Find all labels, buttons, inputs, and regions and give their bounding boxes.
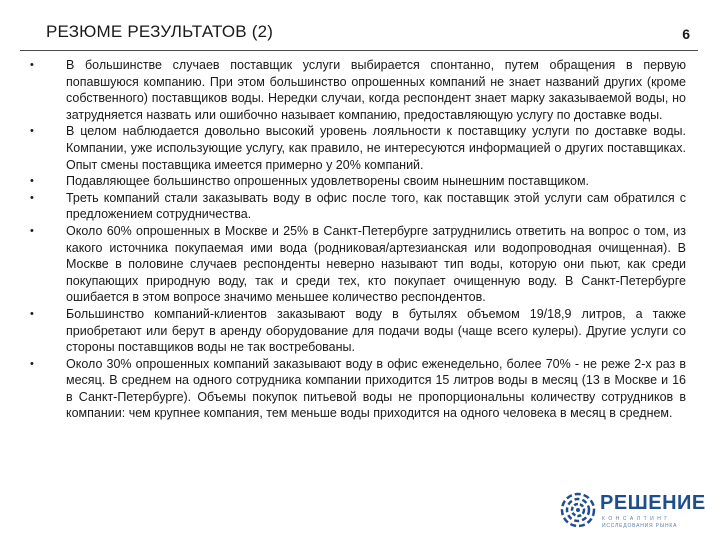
bullet-text: Большинство компаний-клиентов заказывают воду в бутылях объемом 19/18,9 литров, а также приобретают или берут в аренду оборудование для подачи воды (чаще всего кулеры). Другие услуги со стороны поставщиков воды не так востребованы.	[66, 306, 686, 355]
bullet-text: Около 30% опрошенных компаний заказывают воду в офис еженедельно, более 70% - не реже 2-х раз в месяц. В среднем на одного сотрудника компании приходится 15 литров воды в месяц (13 в Москве и 16 в Санкт-Петербурге). Объемы покупок питьевой воды не пропорциональны количеству сотрудников в компании: чем крупнее компания, тем меньше воды приходится на одного человека в месяц в среднем.	[66, 356, 686, 421]
bullet-icon: •	[30, 59, 34, 71]
bullet-icon: •	[30, 191, 34, 204]
bullet-icon: •	[30, 224, 34, 237]
bullet-item	[30, 223, 686, 306]
logo-tagline-consulting: КОНСАЛТИНГ	[602, 516, 671, 522]
bullet-item	[30, 356, 686, 422]
bullet-text: Треть компаний стали заказывать воду в офис после того, как поставщик этой услуги сам обратился с предложением сотрудничества.	[66, 190, 686, 222]
page-title: РЕЗЮМЕ РЕЗУЛЬТАТОВ (2)	[46, 22, 274, 41]
bullet-icon: •	[30, 175, 34, 188]
bullet-text: В целом наблюдается довольно высокий уровень лояльности к поставщику услуги по доставке воды. Компании, уже использующие услугу, как правило, не интересуются информацией о других поставщиках. Опыт смены поставщика имеется примерно у 20% компаний.	[66, 124, 686, 172]
bullet-icon: •	[30, 125, 34, 138]
company-logo	[560, 490, 710, 534]
bullet-item	[30, 190, 686, 223]
bullet-icon: •	[30, 307, 34, 320]
header-divider	[20, 50, 698, 51]
page-number: 6	[682, 26, 690, 42]
bullet-text: Подавляющее большинство опрошенных удовлетворены своим нынешним поставщиком.	[66, 174, 590, 189]
logo-brand-name: РЕШЕНИЕ	[600, 492, 706, 514]
bullet-item	[30, 306, 686, 356]
bullet-item	[30, 57, 686, 123]
bullet-item	[30, 123, 686, 173]
bullet-list	[30, 57, 686, 422]
bullet-text: В большинстве случаев поставщик услуги выбирается спонтанно, путем обращения в первую попавшуюся компанию. При этом большинство опрошенных компаний не знает названий других (кроме собственного) поставщиков воды. Нередки случаи, когда респондент знает марку заказываемой воды, но затрудняется назвать или ошибочно называет компанию, предоставляющую услугу по доставке воды.	[66, 58, 686, 122]
bullet-item	[30, 173, 686, 190]
logo-tagline-research: ИССЛЕДОВАНИЯ РЫНКА	[602, 523, 678, 529]
bullet-icon: •	[30, 357, 34, 370]
logo-swirl-icon	[560, 492, 596, 528]
bullet-text: Около 60% опрошенных в Москве и 25% в Санкт-Петербурге затруднились ответить на вопрос о том, из какого источника покупаемая ими вода (родниковая/артезианская или водопроводная очищенная). В Москве в половине случаев респонденты неверно называют тип воды, которую они пьют, как среди покупающих природную воду, так и среди тех, кто покупает очищенную воду. В Санкт-Петербурге ошибается в этом вопросе значимо меньшее количество респондентов.	[66, 223, 686, 305]
